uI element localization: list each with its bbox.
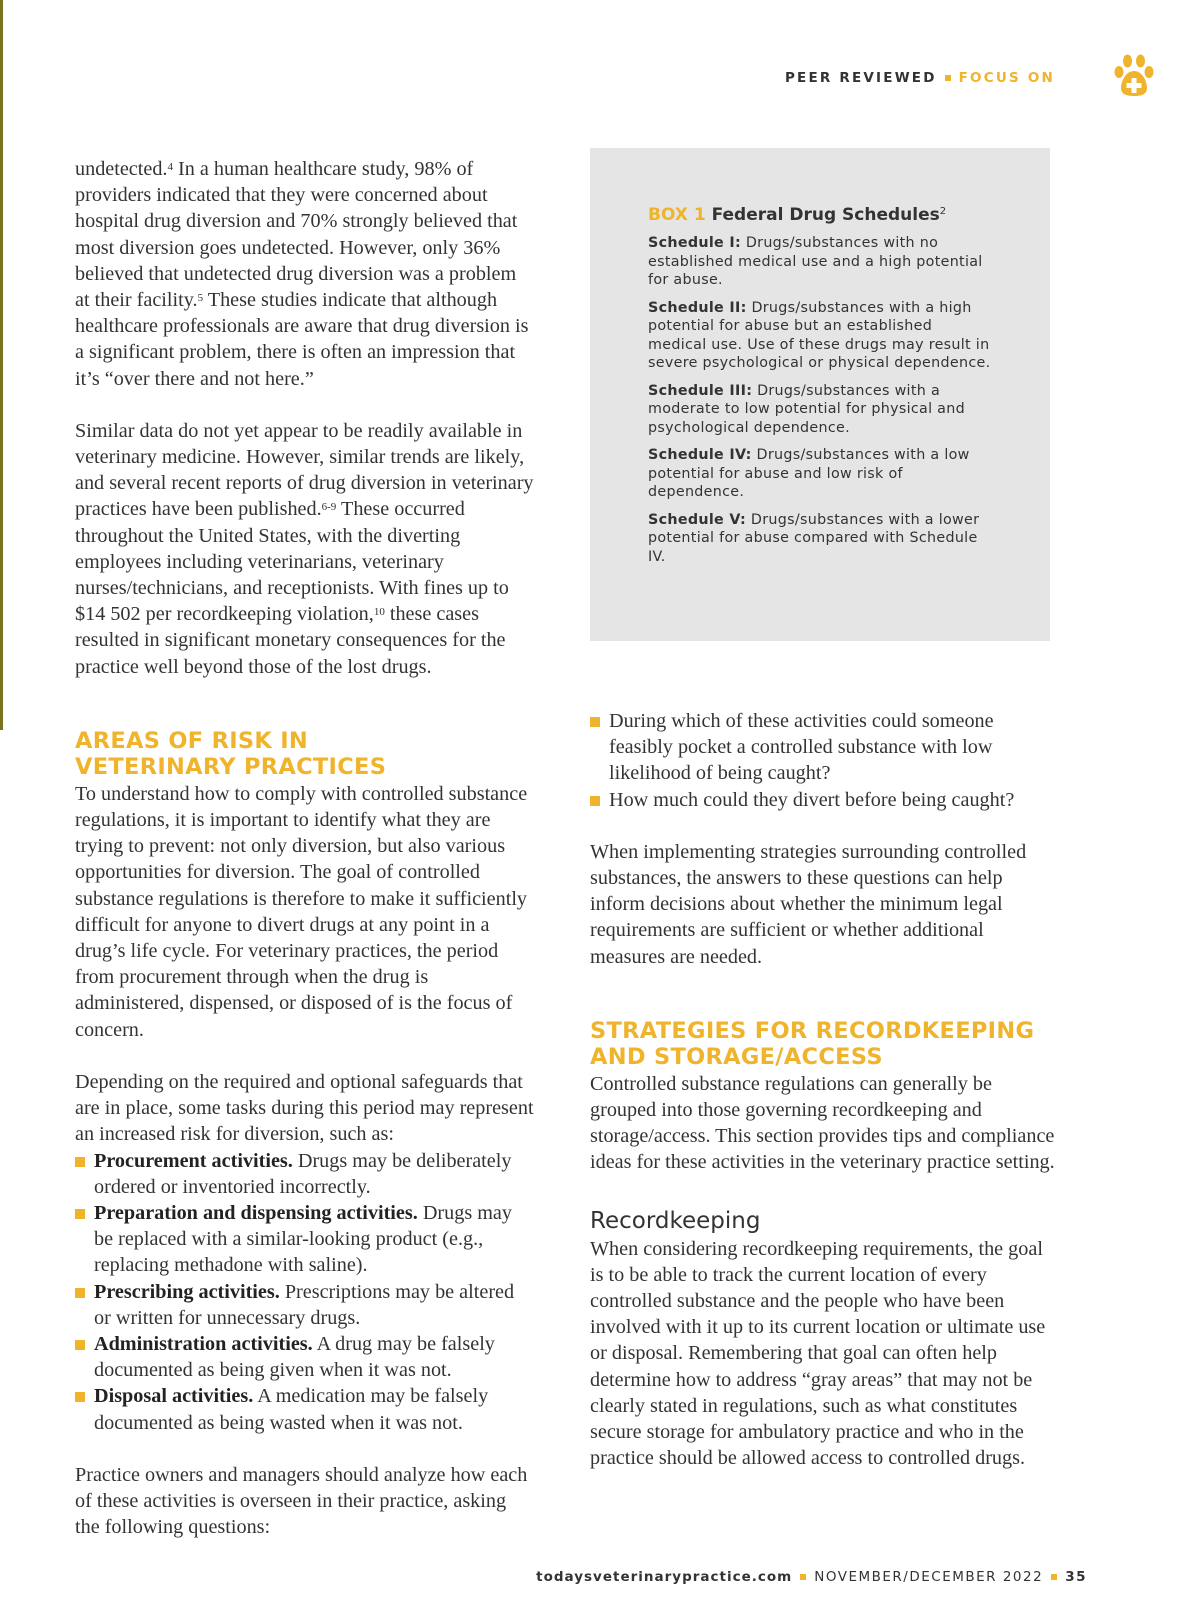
footer-site: todaysveterinarypractice.com bbox=[536, 1569, 793, 1585]
paragraph-veterinary-data: Similar data do not yet appear to be readily available in veterinary medicine. However, similar trends are likely, and several recent reports of drug diversion in veterinary practices have been published.$^{6-9}$ These occurred throughout the United States, with the diverting employees including veterinarians, veterinary nurses/technicians, and receptionists. With fines up to $14 502 per recordkeeping violation,$^{10}$ these cases resulted in significant monetary consequences for the practice well beyond those of the lost drugs. bbox=[75, 419, 534, 678]
sidebar-box-drug-schedules bbox=[590, 148, 1050, 641]
paragraph-implementing: When implementing strategies surrounding controlled substances, the answers to these questions can help inform decisions about whether the minimum legal requirements are sufficient or whether additional measures are needed. bbox=[590, 840, 1027, 968]
bullet-square-icon bbox=[75, 1209, 85, 1219]
list-item: Prescribing activities. Prescriptions may be altered or written for unnecessary drugs. bbox=[75, 1279, 535, 1331]
list-item: During which of these activities could someone feasibly pocket a controlled substance with low likelihood of being caught? bbox=[590, 708, 1055, 787]
page-edge-bar bbox=[0, 0, 3, 730]
footer-issue: NOVEMBER/DECEMBER 2022 bbox=[814, 1569, 1044, 1585]
questions-list bbox=[590, 708, 1055, 813]
bullet-square-icon bbox=[75, 1392, 85, 1402]
page-number: 35 bbox=[1065, 1569, 1087, 1585]
paragraph-controlled-substance-regulations: Controlled substance regulations can generally be grouped into those governing recordkeeping and storage/access. This section provides tips and compliance ideas for these activities in the veterinary practice setting. bbox=[590, 1072, 1055, 1174]
running-header bbox=[785, 68, 1055, 88]
schedule-item: Schedule IV: Drugs/substances with a low potential for abuse and low risk of dependence. bbox=[648, 447, 970, 500]
subheading-recordkeeping: Recordkeeping bbox=[590, 1207, 761, 1234]
focus-on-label: FOCUS ON bbox=[958, 70, 1055, 86]
bullet-square-icon bbox=[75, 1340, 85, 1350]
bullet-square-icon bbox=[75, 1157, 85, 1167]
bullet-square-icon bbox=[75, 1288, 85, 1298]
schedule-item: Schedule I: Drugs/substances with no established medical use and a high potential for abuse. bbox=[648, 235, 983, 288]
heading-strategies: STRATEGIES FOR RECORDKEEPING AND STORAGE/ACCESS bbox=[590, 1017, 1035, 1071]
heading-areas-of-risk: AREAS OF RISK IN VETERINARY PRACTICES bbox=[75, 727, 387, 781]
activities-list bbox=[75, 1148, 535, 1436]
footer-separator bbox=[800, 1574, 806, 1580]
bullet-square-icon bbox=[590, 717, 600, 727]
paragraph-undetected: undetected.$^4$ In a human healthcare study, 98% of providers indicated that they were concerned about hospital drug diversion and 70% strongly believed that most diversion goes undetected. However, only 36% believed that undetected drug diversion was a problem at their facility.$^5$ These studies indicate that although healthcare professionals are aware that drug diversion is a significant problem, there is often an impression that it’s “over there and not here.” bbox=[75, 158, 529, 390]
bullet-square-icon bbox=[590, 796, 600, 806]
list-item: Procurement activities. Drugs may be deliberately ordered or inventoried incorrectly. bbox=[75, 1148, 535, 1200]
schedule-item: Schedule V: Drugs/substances with a lower potential for abuse compared with Schedule IV. bbox=[648, 511, 980, 565]
box-title: BOX 1 Federal Drug Schedules$^2$ bbox=[648, 205, 947, 225]
list-item: Disposal activities. A medication may be falsely documented as being wasted when it was not. bbox=[75, 1383, 535, 1435]
paragraph-practice-owners: Practice owners and managers should analyze how each of these activities is overseen in their practice, asking the following questions: bbox=[75, 1463, 528, 1539]
paw-plus-icon bbox=[1110, 52, 1158, 100]
paragraph-depending: Depending on the required and optional safeguards that are in place, some tasks during this period may represent an increased risk for diversion, such as: bbox=[75, 1070, 534, 1146]
list-item: How much could they divert before being caught? bbox=[590, 787, 1055, 813]
schedule-item: Schedule III: Drugs/substances with a moderate to low potential for physical and psychological dependence. bbox=[648, 382, 965, 436]
paragraph-understand: To understand how to comply with controlled substance regulations, it is important to identify what they are trying to prevent: not only diversion, but also various opportunities for diversion. The goal of controlled substance regulations is therefore to make it sufficiently difficult for anyone to divert drugs at any point in a drug’s life cycle. For veterinary practices, the period from procurement through when the drug is administered, dispensed, or disposed of is the focus of concern. bbox=[75, 782, 528, 1041]
list-item: Preparation and dispensing activities. Drugs may be replaced with a similar-looking product (e.g., replacing methadone with saline). bbox=[75, 1200, 535, 1279]
right-column bbox=[590, 708, 1055, 1497]
left-column bbox=[75, 156, 535, 1566]
schedule-item: Schedule II: Drugs/substances with a high potential for abuse but an established medical use. Use of these drugs may result in severe psychological or physical dependence. bbox=[648, 299, 991, 371]
footer-separator bbox=[1051, 1574, 1057, 1580]
paragraph-recordkeeping: When considering recordkeeping requirements, the goal is to be able to track the current location of every controlled substance and the people who have been involved with it up to its current location or ultimate use or disposal. Remembering that goal can often help determine how to address “gray areas” that may not be clearly stated in regulations, such as what constitutes secure storage for ambulatory practice and who in the practice should be allowed access to controlled drugs. bbox=[590, 1237, 1046, 1470]
peer-reviewed-label: PEER REVIEWED bbox=[784, 70, 937, 86]
header-separator bbox=[945, 75, 951, 81]
running-footer bbox=[536, 1567, 1087, 1587]
list-item: Administration activities. A drug may be falsely documented as being given when it was not. bbox=[75, 1331, 535, 1383]
